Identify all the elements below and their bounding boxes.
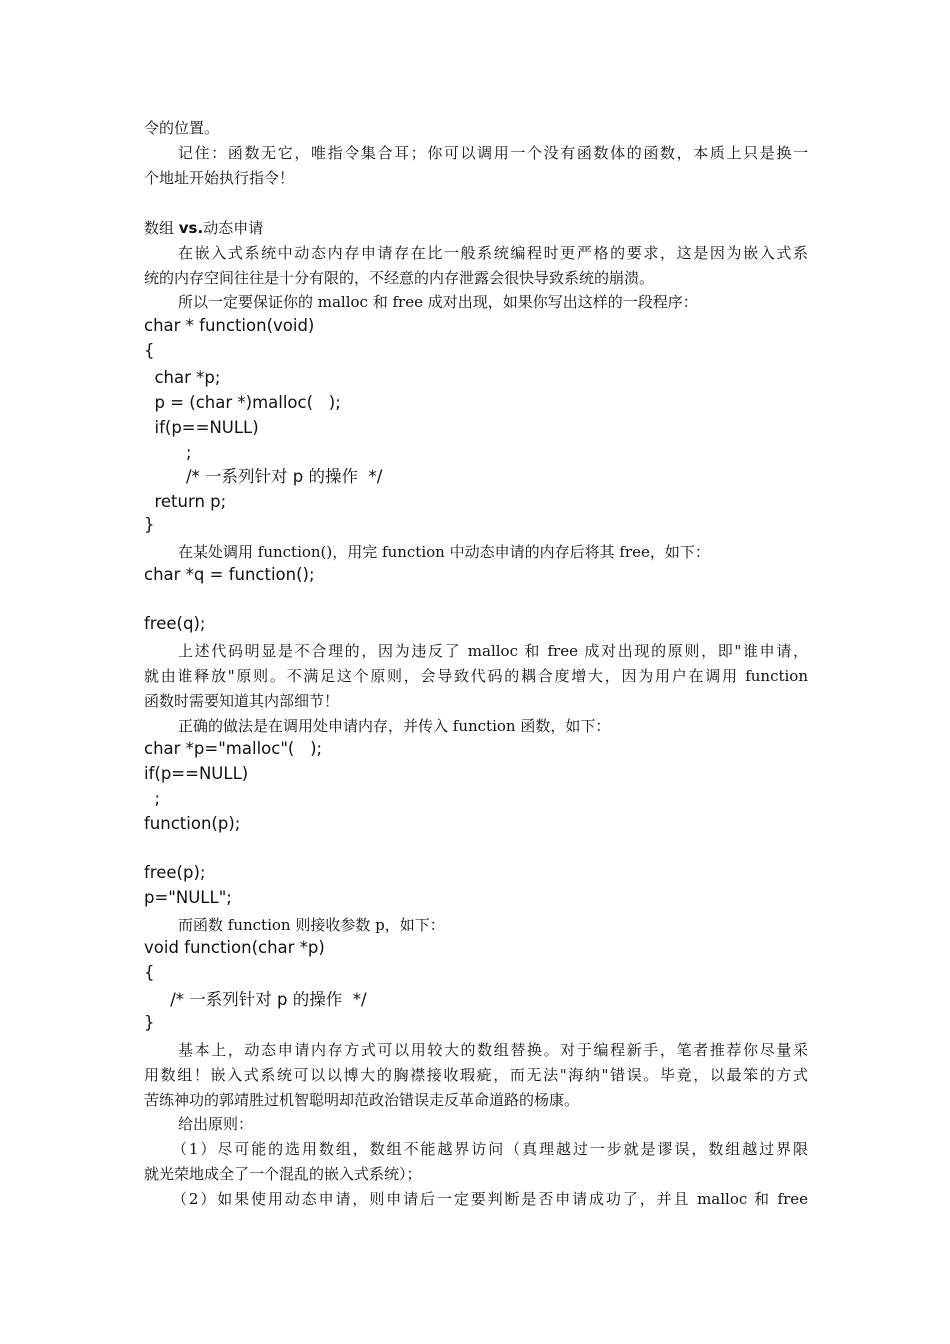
text-line: 苦练神功的郭靖胜过机智聪明却范政治错误走反革命道路的杨康。	[144, 1091, 580, 1109]
code-line: {	[144, 341, 155, 360]
heading-vs: vs.	[178, 219, 204, 237]
code-line: {	[144, 963, 155, 982]
code-line: char *p="malloc"( );	[144, 739, 323, 758]
text-line: （1）尽可能的选用数组，数组不能越界访问（真理越过一步就是谬误，数组越过界限	[172, 1140, 808, 1158]
code-line: char *p;	[144, 368, 221, 387]
text-line: 上述代码明显是不合理的，因为违反了 malloc 和 free 成对出现的原则，即"谁申请，	[178, 642, 808, 660]
heading-part: 数组	[144, 219, 179, 237]
code-line: }	[144, 1013, 155, 1032]
text-line: 用数组！嵌入式系统可以以博大的胸襟接收瑕疵，而无法"海纳"错误。毕竟，以最笨的方式	[144, 1066, 808, 1084]
text-line: 就由谁释放"原则。不满足这个原则，会导致代码的耦合度增大，因为用户在调用 function	[144, 667, 808, 685]
text-line: 统的内存空间往往是十分有限的，不经意的内存泄露会很快导致系统的崩溃。	[144, 269, 655, 287]
code-line: char *q = function();	[144, 565, 315, 584]
text-line: （2）如果使用动态申请，则申请后一定要判断是否申请成功了，并且 malloc 和 free	[172, 1190, 808, 1208]
heading-part: 动态申请	[203, 219, 264, 237]
code-line: return p;	[144, 492, 227, 511]
text-line: 所以一定要保证你的 malloc 和 free 成对出现，如果你写出这样的一段程序：	[178, 293, 698, 311]
code-line: free(p);	[144, 863, 206, 882]
text-line: 给出原则：	[178, 1115, 254, 1133]
text-line: 就光荣地成全了一个混乱的嵌入式系统）；	[144, 1165, 422, 1183]
code-line: ;	[144, 443, 192, 462]
text-line: 在嵌入式系统中动态内存申请存在比一般系统编程时更严格的要求，这是因为嵌入式系	[178, 244, 808, 262]
code-line: if(p==NULL)	[144, 764, 249, 783]
code-line: ;	[144, 789, 161, 808]
code-line: p = (char *)malloc( );	[144, 393, 341, 412]
code-line: /* 一系列针对 p 的操作 */	[144, 467, 383, 486]
code-line: void function(char *p)	[144, 938, 325, 957]
code-line: function(p);	[144, 814, 241, 833]
text-line: 而函数 function 则接收参数 p，如下：	[178, 916, 445, 934]
code-line: p="NULL";	[144, 888, 232, 907]
section-heading	[144, 218, 263, 238]
code-line: /* 一系列针对 p 的操作 */	[144, 990, 367, 1009]
text-line: 基本上，动态申请内存方式可以用较大的数组替换。对于编程新手，笔者推荐你尽量采	[178, 1041, 808, 1059]
text-line: 记住：函数无它，唯指令集合耳；你可以调用一个没有函数体的函数，本质上只是换一	[178, 144, 808, 162]
code-line: free(q);	[144, 614, 206, 633]
code-line: if(p==NULL)	[144, 418, 259, 437]
code-line: }	[144, 515, 155, 534]
text-line: 个地址开始执行指令！	[144, 169, 295, 187]
text-line: 正确的做法是在调用处申请内存，并传入 function 函数，如下：	[178, 717, 611, 735]
text-line: 函数时需要知道其内部细节！	[144, 692, 340, 710]
text-line: 令的位置。	[144, 119, 220, 137]
code-line: char * function(void)	[144, 316, 315, 335]
text-line: 在某处调用 function()，用完 function 中动态申请的内存后将其 free，如下：	[178, 543, 710, 561]
